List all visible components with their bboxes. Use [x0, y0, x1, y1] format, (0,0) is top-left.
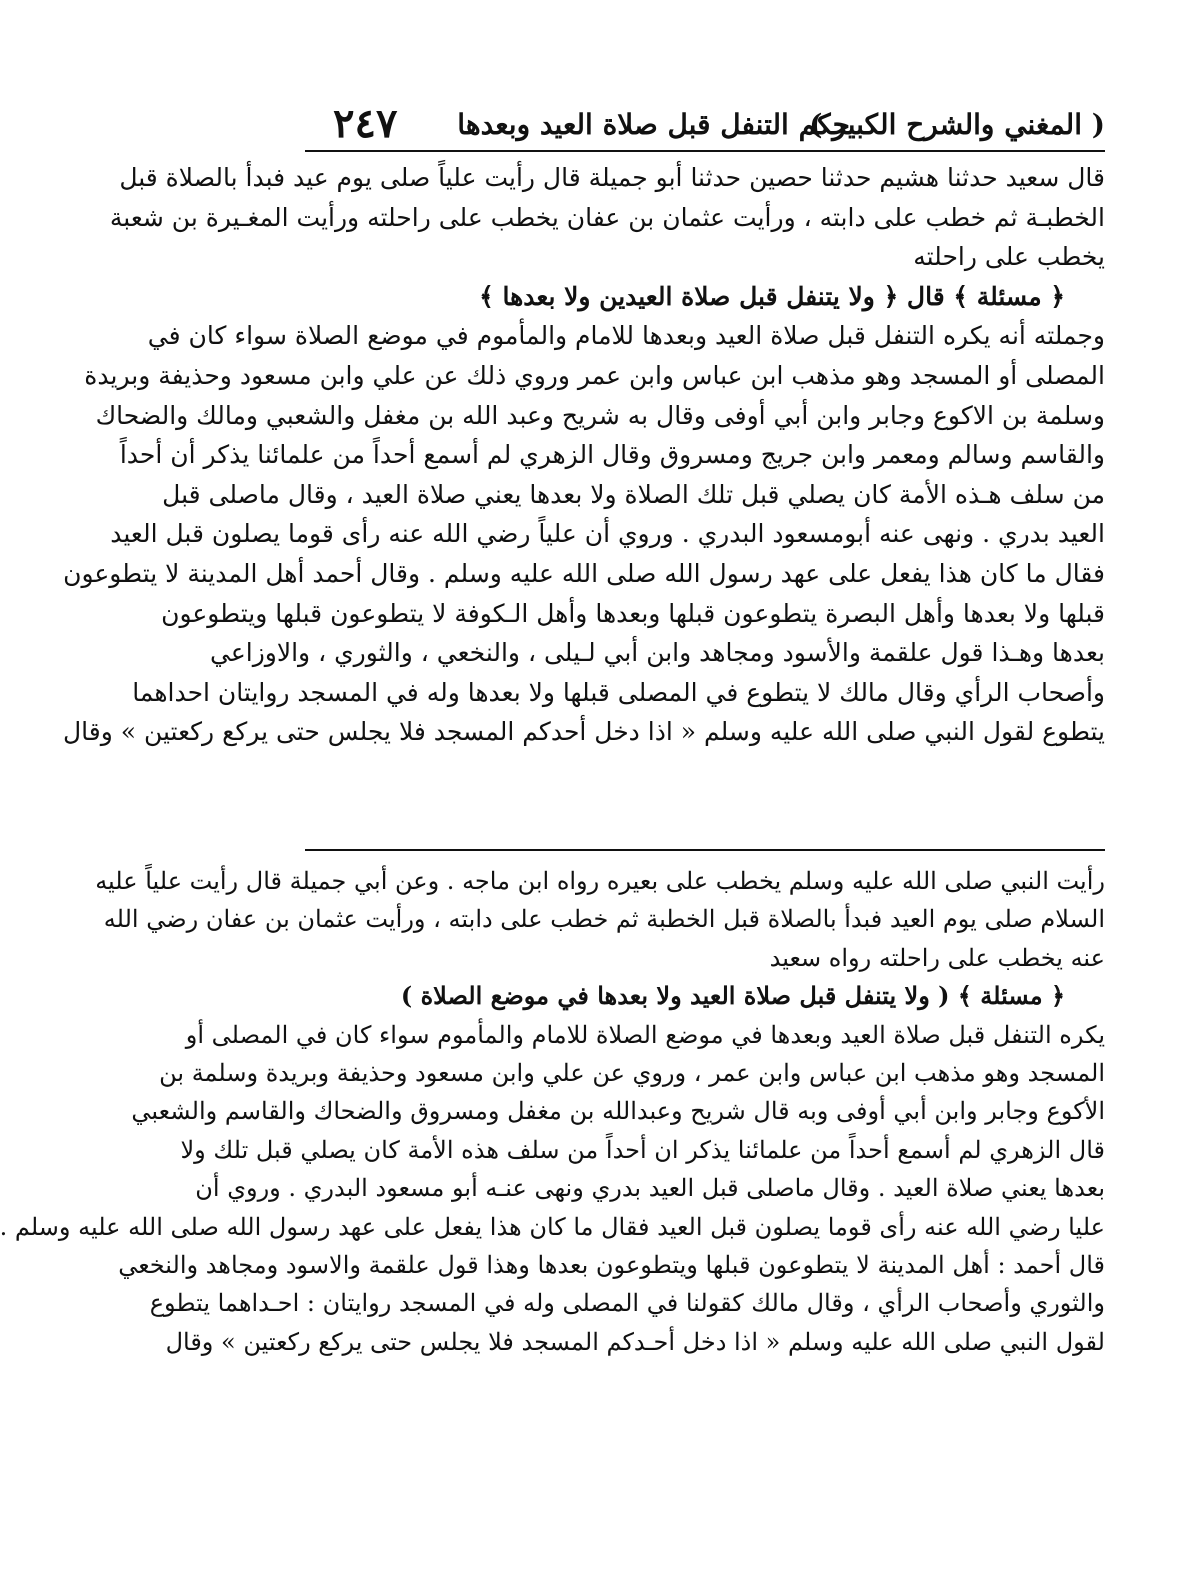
text-line: قال الزهري لم أسمع أحداً من علمائنا يذكر ان أحداً من سلف هذه الأمة كان يصلي قبل تلك ولا — [180, 1135, 1105, 1164]
text-line: والقاسم وسالم ومعمر وابن جريج ومسروق وقال الزهري لم أسمع أحداً من علمائنا يذكر أن أحداً — [119, 440, 1105, 470]
text-line: الخطبـة ثم خطب على دابته ، ورأيت عثمان بن عفان يخطب على راحلته ورأيت المغـيرة بن شعبة — [109, 202, 1105, 232]
text-line: بعدها وهـذا قول علقمة والأسود ومجاهد وابن أبي لـيلى ، والنخعي ، والثوري ، والاوزاعي — [210, 638, 1105, 668]
text-line: وأصحاب الرأي وقال مالك لا يتطوع في المصلى قبلها ولا بعدها وله في المسجد روايتان احداهما — [132, 677, 1105, 707]
section-title: حكم التنفل قبل صلاة العيد وبعدها — [457, 108, 850, 141]
text-line: عليا رضي الله عنه رأى قوما يصلون قبل العيد فقال ما كان هذا يفعل على عهد رسول الله صلى الله عليه وسلم . — [0, 1212, 1105, 1241]
text-line: قبلها ولا بعدها وأهل البصرة يتطوعون قبلها وبعدها وأهل الـكوفة لا يتطوعون قبلها ويتطوعون — [161, 598, 1105, 628]
text-line: قال سعيد حدثنا هشيم حدثنا حصين حدثنا أبو جميلة قال رأيت علياً صلى يوم عيد فبدأ بالصلاة قبل — [119, 163, 1105, 192]
text-line: يكره التنفل قبل صلاة العيد وبعدها في موضع الصلاة للامام والمأموم سواء كان في المصلى أو — [185, 1020, 1105, 1049]
text-line: العيد بدري . ونهى عنه أبومسعود البدري . وروي أن علياً رضي الله عنه رأى قوما يصلون قبل العيد — [110, 519, 1105, 549]
book-title: ( المغني والشرح الكبير ) — [809, 108, 1105, 141]
text-line: المصلى أو المسجد وهو مذهب ابن عباس وابن عمر وروي ذلك عن علي وابن مسعود وحذيفة وبريدة — [84, 360, 1105, 390]
text-line: المسجد وهو مذهب ابن عباس وابن عمر ، وروي عن علي وابن مسعود وحذيفة وبريدة وسلمة بن — [159, 1058, 1105, 1087]
text-line: يتطوع لقول النبي صلى الله عليه وسلم « اذا دخل أحدكم المسجد فلا يجلس حتى يركع ركعتين » وقال — [62, 717, 1105, 747]
issue-heading: ﴿ مسئلة ﴾ ( ولا يتنفل قبل صلاة العيد ولا بعدها في موضع الصلاة ) — [400, 981, 1065, 1011]
section-divider — [305, 849, 1105, 851]
commentary-text-block — [0, 862, 1105, 1361]
issue-heading: ﴿ مسئلة ﴾ قال ﴿ ولا يتنفل قبل صلاة العيدين ولا بعدها ﴾ — [479, 281, 1065, 311]
text-line: قال أحمد : أهل المدينة لا يتطوعون قبلها ويتطوعون بعدها وهذا قول علقمة والاسود ومجاهد والنخعي — [118, 1250, 1105, 1279]
text-line: بعدها يعني صلاة العيد . وقال ماصلى قبل العيد بدري ونهى عنـه أبو مسعود البدري . وروي أن — [195, 1174, 1105, 1203]
text-line: من سلف هـذه الأمة كان يصلي قبل تلك الصلاة ولا بعدها يعني صلاة العيد ، وقال ماصلى قبل — [162, 479, 1105, 509]
text-line: عنه يخطب على راحلته رواه سعيد — [769, 943, 1105, 972]
text-line: السلام صلى يوم العيد فبدأ بالصلاة قبل الخطبة ثم خطب على دابته ، ورأيت عثمان بن عفان رضي الله — [103, 905, 1105, 934]
running-header — [305, 100, 1105, 152]
text-line: لقول النبي صلى الله عليه وسلم « اذا دخل أحـدكم المسجد فلا يجلس حتى يركع ركعتين » وقال — [165, 1327, 1105, 1356]
text-line: وجملته أنه يكره التنفل قبل صلاة العيد وبعدها للامام والمأموم في موضع الصلاة سواء كان في — [147, 321, 1105, 351]
text-line: والثوري وأصحاب الرأي ، وقال مالك كقولنا في المصلى وله في المسجد روايتان : احـداهما يتطوع — [149, 1289, 1105, 1318]
text-line: الأكوع وجابر وابن أبي أوفى وبه قال شريح وعبدالله بن مغفل ومسروق والضحاك والقاسم والشعبي — [131, 1097, 1105, 1126]
text-line: فقال ما كان هذا يفعل على عهد رسول الله صلى الله عليه وسلم . وقال أحمد أهل المدينة لا يتطوعون — [63, 558, 1105, 588]
header-rule — [305, 150, 1105, 152]
page-number: ٢٤٧ — [333, 100, 398, 147]
text-line: رأيت النبي صلى الله عليه وسلم يخطب على بعيره رواه ابن ماجه . وعن أبي جميلة قال رأيت علياً عليه — [95, 867, 1105, 895]
main-text-block — [62, 158, 1105, 752]
text-line: يخطب على راحلته — [913, 242, 1105, 272]
text-line: وسلمة بن الاكوع وجابر وابن أبي أوفى وقال به شريح وعبد الله بن مغفل والشعبي ومالك والضحاك — [95, 400, 1105, 430]
